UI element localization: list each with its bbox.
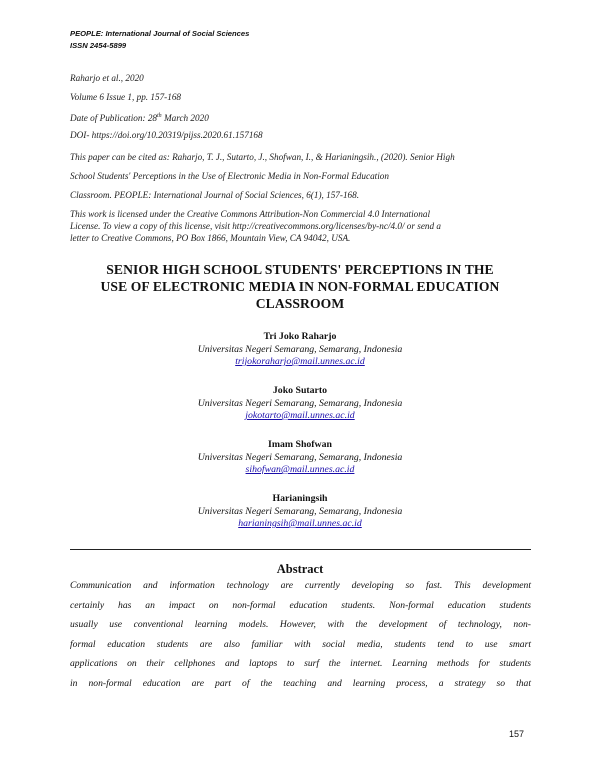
author-name: Imam Shofwan — [268, 439, 332, 450]
citation-line: Classroom. PEOPLE: International Journal of Social Sciences, 6(1), 157-168. — [70, 190, 360, 200]
section-divider — [70, 549, 531, 550]
license-line: License. To view a copy of this license, visit http://creativecommons.org/licenses/by-nc/4.0/ or send a — [70, 221, 442, 231]
license-line: This work is licensed under the Creative Commons Attribution-Non Commercial 4.0 International — [70, 209, 430, 219]
paper-title — [70, 261, 530, 312]
author-block — [70, 493, 530, 531]
author-block — [70, 385, 530, 423]
abstract-heading: Abstract — [276, 562, 324, 576]
author-email-link[interactable]: sihofwan@mail.unnes.ac.id — [245, 464, 355, 475]
author-affiliation: Universitas Negeri Semarang, Semarang, Indonesia — [197, 343, 403, 355]
author-affiliation: Universitas Negeri Semarang, Semarang, Indonesia — [197, 397, 403, 409]
title-line: CLASSROOM — [255, 296, 345, 311]
doi-link[interactable]: DOI- https://doi.org/10.20319/pijss.2020.61.157168 — [70, 130, 263, 140]
publication-date: Date of Publication: 28th March 2020 — [70, 113, 209, 124]
citation-block — [70, 148, 540, 205]
abstract-line: usually use conventional learning models. However, with the development of technology, non- — [70, 619, 531, 631]
license-block — [70, 208, 540, 244]
abstract-line: Communication and information technology are currently developing so fast. This development — [70, 580, 531, 591]
author-name: Tri Joko Raharjo — [263, 331, 337, 342]
journal-name: PEOPLE: International Journal of Social Sciences — [70, 29, 250, 38]
volume-info: Volume 6 Issue 1, pp. 157-168 — [70, 92, 182, 102]
author-name: Joko Sutarto — [272, 385, 328, 396]
abstract-body — [70, 576, 531, 694]
title-line: USE OF ELECTRONIC MEDIA IN NON-FORMAL EDUCATION — [100, 279, 500, 294]
citation-line: This paper can be cited as: Raharjo, T. J., Sutarto, J., Shofwan, I., & Harianingsih., (2020). Senior High — [70, 152, 455, 162]
title-line: SENIOR HIGH SCHOOL STUDENTS' PERCEPTIONS IN THE — [106, 262, 494, 277]
abstract-line: applications on their cellphones and laptops to surf the internet. Learning methods for students — [70, 658, 531, 670]
abstract-line: certainly has an impact on non-formal education students. Non-formal education students — [70, 599, 531, 611]
author-email-link[interactable]: jokotarto@mail.unnes.ac.id — [245, 410, 355, 421]
license-line: letter to Creative Commons, PO Box 1866, Mountain View, CA 94042, USA. — [70, 233, 351, 243]
journal-issn: ISSN 2454-5899 — [70, 41, 127, 50]
author-email-link[interactable]: harianingsih@mail.unnes.ac.id — [238, 518, 362, 529]
author-block — [70, 331, 530, 369]
citation-line: School Students' Perceptions in the Use of Electronic Media in Non-Formal Education — [70, 171, 389, 181]
author-affiliation: Universitas Negeri Semarang, Semarang, Indonesia — [197, 451, 403, 463]
author-email-link[interactable]: trijokoraharjo@mail.unnes.ac.id — [235, 356, 365, 367]
author-affiliation: Universitas Negeri Semarang, Semarang, Indonesia — [197, 505, 403, 517]
page-number: 157 — [509, 729, 525, 739]
authors-short: Raharjo et al., 2020 — [70, 73, 144, 83]
abstract-line: formal education students are also familiar with social media, students tend to use smart — [70, 638, 531, 650]
author-name: Harianingsih — [272, 493, 328, 504]
author-block — [70, 439, 530, 477]
abstract-line: in non-formal education are part of the teaching and learning process, a strategy so that — [70, 677, 531, 689]
